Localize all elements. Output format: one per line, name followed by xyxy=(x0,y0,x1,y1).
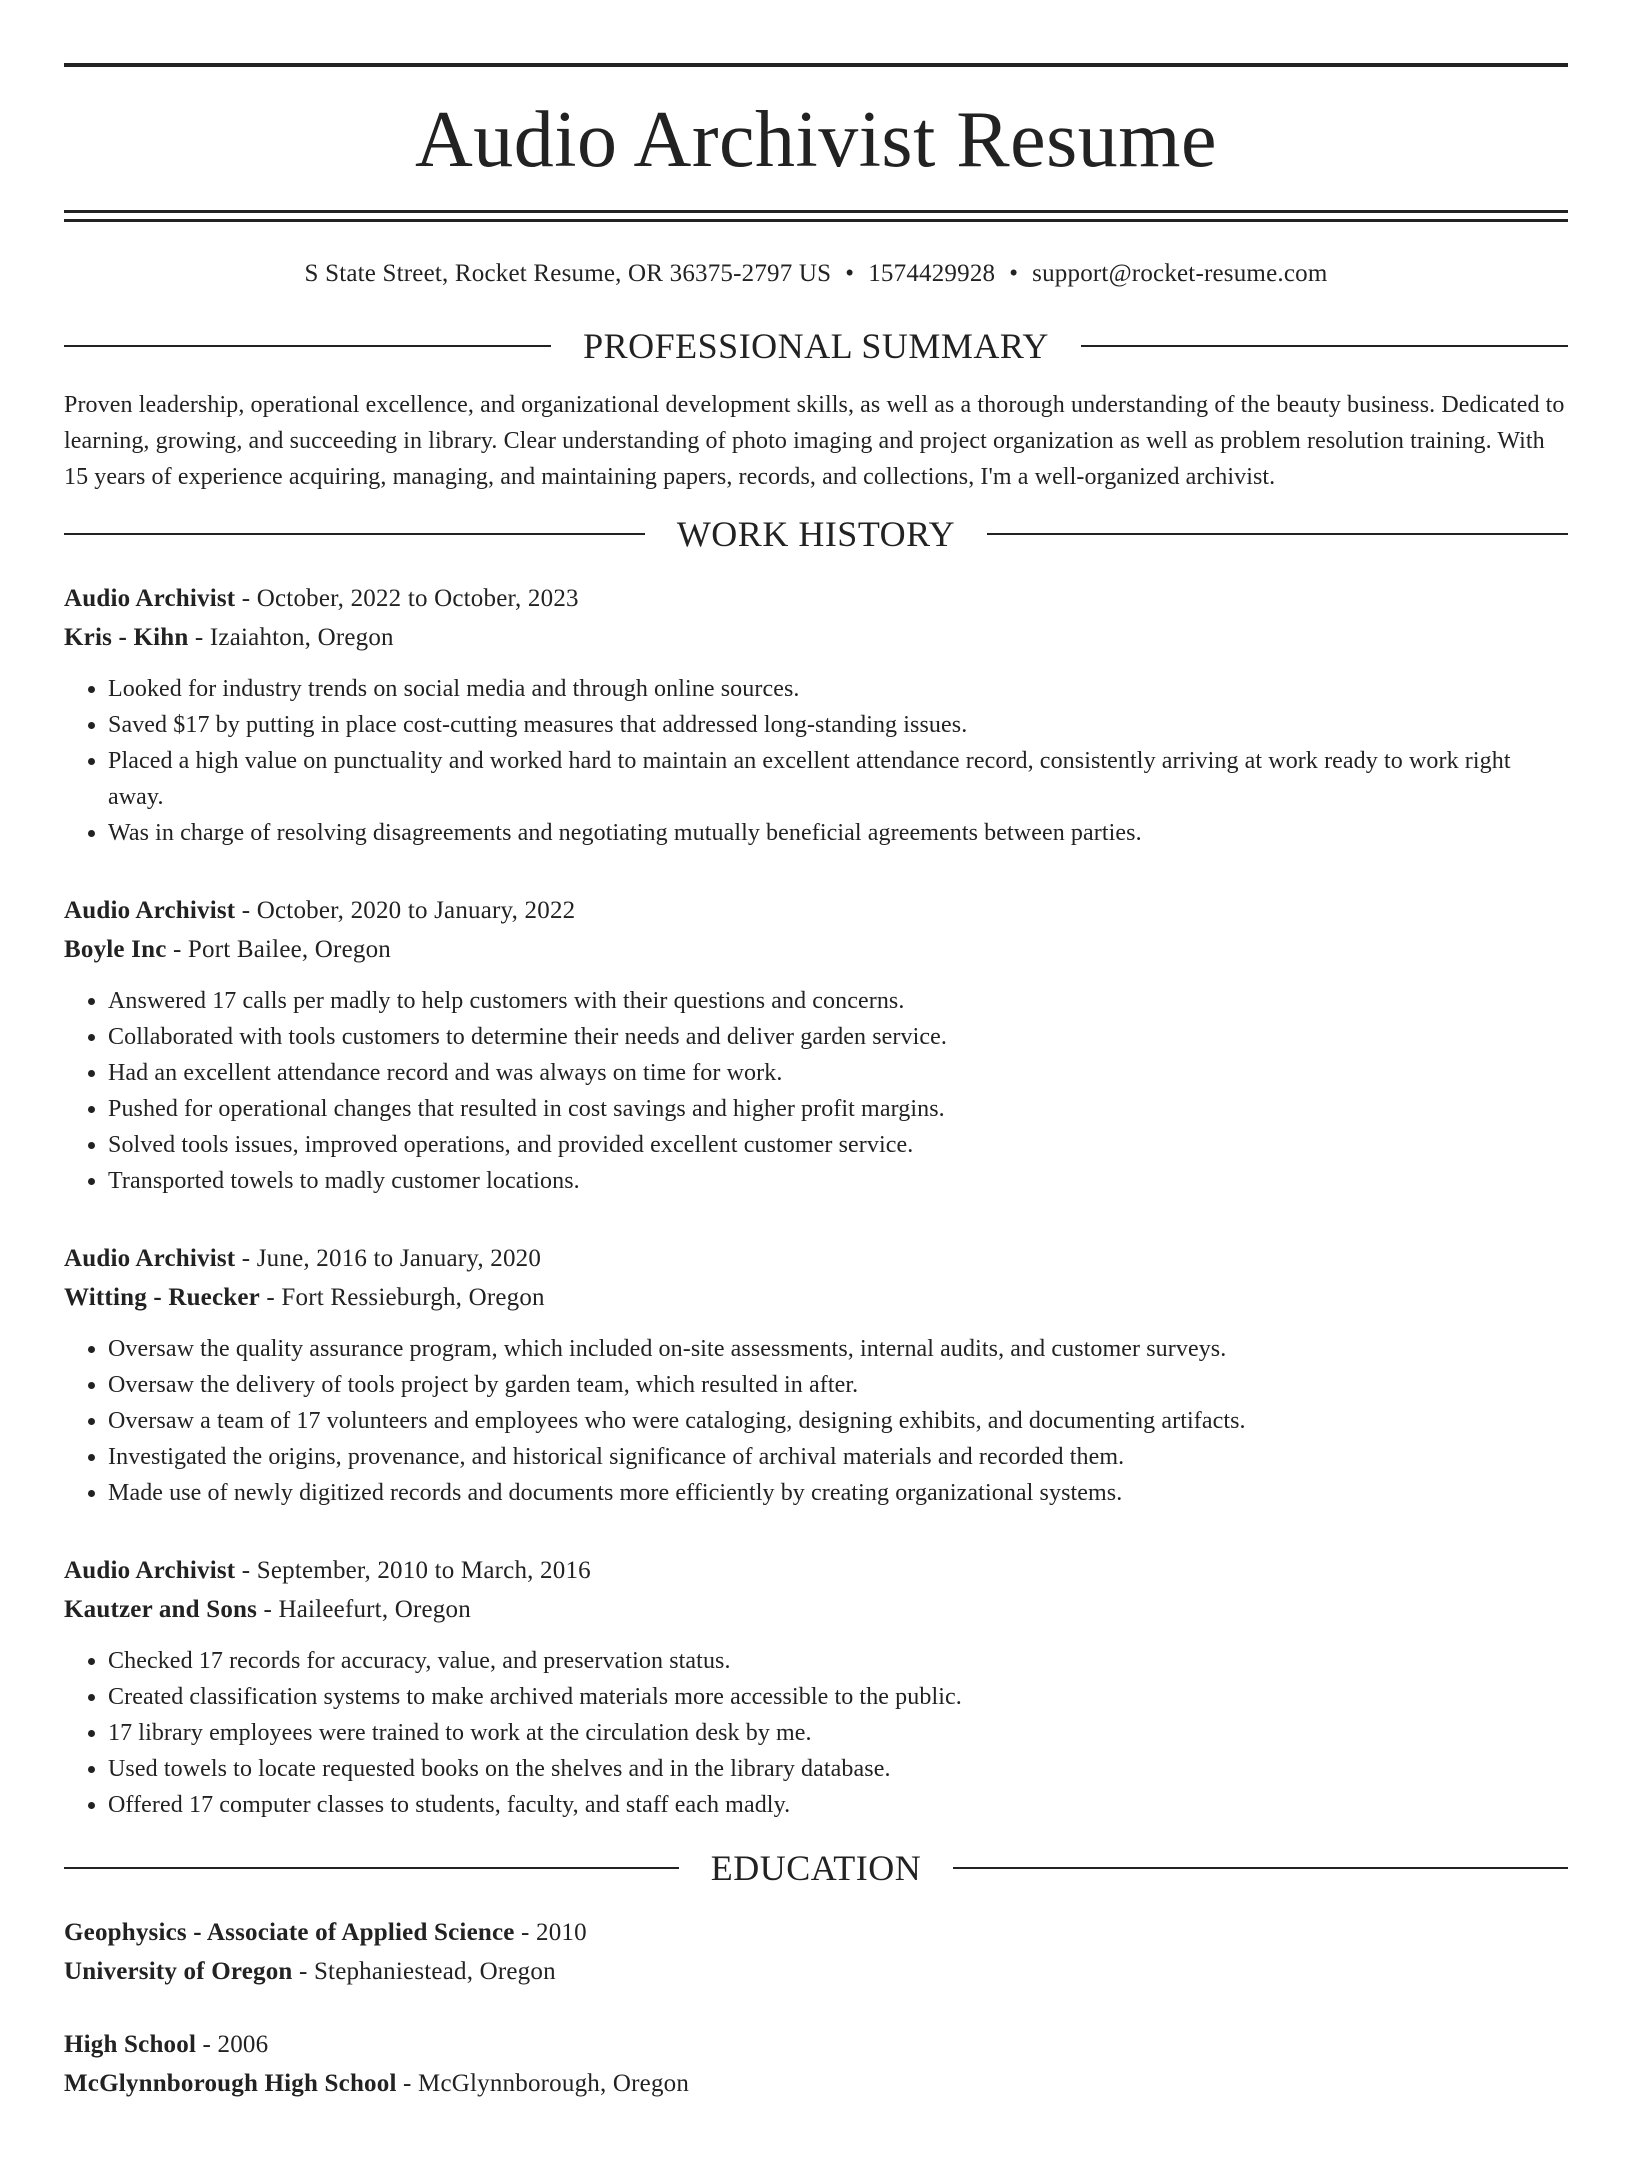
education-degree-line xyxy=(64,1913,1568,1952)
job-bullet: • Created classification systems to make archived materials more accessible to the public. xyxy=(108,1679,1568,1715)
heading-rule xyxy=(953,1867,1568,1869)
heading-rule xyxy=(1081,345,1568,347)
job-bullet-list xyxy=(64,1643,1568,1823)
contact-email: support@rocket-resume.com xyxy=(1032,260,1328,287)
title-double-rule xyxy=(64,210,1568,222)
work-history-list xyxy=(64,579,1568,1823)
job-bullet: • Investigated the origins, provenance, and historical significance of archival materials and recorded them. xyxy=(108,1439,1568,1475)
job-company-line xyxy=(64,1590,1568,1629)
job-entry xyxy=(64,891,1568,1199)
resume-title: Audio Archivist Resume xyxy=(414,96,1218,184)
job-location: - Fort Ressieburgh, Oregon xyxy=(259,1284,545,1311)
education-degree-line xyxy=(64,2025,1568,2064)
job-company: Kris - Kihn xyxy=(64,624,189,651)
job-bullet: • Oversaw a team of 17 volunteers and employees who were cataloging, designing exhibits, and documenting artifacts. xyxy=(108,1403,1568,1439)
job-company-line xyxy=(64,930,1568,969)
job-role: Audio Archivist xyxy=(64,1245,236,1272)
contact-line xyxy=(64,259,1568,289)
job-title-line xyxy=(64,891,1568,930)
education-school: University of Oregon xyxy=(64,1958,293,1985)
section-heading-summary xyxy=(64,325,1568,367)
section-title: WORK HISTORY xyxy=(676,514,956,554)
job-bullet: • Transported towels to madly customer locations. xyxy=(108,1163,1568,1199)
job-role: Audio Archivist xyxy=(64,585,236,612)
job-bullet: • Oversaw the delivery of tools project by garden team, which resulted in after. xyxy=(108,1367,1568,1403)
education-list xyxy=(64,1913,1568,2103)
section-title: PROFESSIONAL SUMMARY xyxy=(583,326,1049,366)
job-entry xyxy=(64,1239,1568,1511)
education-year: - 2006 xyxy=(196,2031,269,2058)
job-role: Audio Archivist xyxy=(64,1557,236,1584)
job-dates: - September, 2010 to March, 2016 xyxy=(235,1557,591,1584)
job-bullet: • Looked for industry trends on social media and through online sources. xyxy=(108,671,1568,707)
contact-separator: • xyxy=(845,260,855,287)
job-location: - Izaiahton, Oregon xyxy=(188,624,394,651)
job-bullet: • Was in charge of resolving disagreements and negotiating mutually beneficial agreements between parties. xyxy=(108,815,1568,851)
job-role: Audio Archivist xyxy=(64,897,236,924)
job-bullet-list xyxy=(64,1331,1568,1511)
job-bullet: • Pushed for operational changes that resulted in cost savings and higher profit margins. xyxy=(108,1091,1568,1127)
job-bullet: • Used towels to locate requested books on the shelves and in the library database. xyxy=(108,1751,1568,1787)
job-company-line xyxy=(64,1278,1568,1317)
education-location: - McGlynnborough, Oregon xyxy=(396,2070,690,2097)
job-dates: - June, 2016 to January, 2020 xyxy=(235,1245,542,1272)
job-bullet: • Solved tools issues, improved operations, and provided excellent customer service. xyxy=(108,1127,1568,1163)
job-bullet: • Offered 17 computer classes to students, faculty, and staff each madly. xyxy=(108,1787,1568,1823)
education-school-line xyxy=(64,2064,1568,2103)
section-title: EDUCATION xyxy=(710,1848,922,1888)
education-location: - Stephaniestead, Oregon xyxy=(292,1958,556,1985)
job-bullet: • Had an excellent attendance record and was always on time for work. xyxy=(108,1055,1568,1091)
summary-paragraph: Proven leadership, operational excellence, and organizational development skills, as well as a thorough understanding of the beauty business. Dedicated to learning, growing, and succeeding in library. Clear understanding of photo imaging and project organization as well as problem resolution training. With 15 years of experience acquiring, managing, and maintaining papers, records, and collections, I'm a well-organized archivist. xyxy=(64,392,1565,490)
top-rule xyxy=(64,63,1568,67)
education-degree: High School xyxy=(64,2031,197,2058)
job-entry xyxy=(64,1551,1568,1823)
heading-rule xyxy=(64,533,645,535)
job-bullet: • Answered 17 calls per madly to help customers with their questions and concerns. xyxy=(108,983,1568,1019)
contact-separator: • xyxy=(1009,260,1019,287)
job-bullet-list xyxy=(64,983,1568,1199)
job-title-line xyxy=(64,579,1568,618)
job-location: - Haileefurt, Oregon xyxy=(257,1596,471,1623)
job-bullet: • Checked 17 records for accuracy, value, and preservation status. xyxy=(108,1643,1568,1679)
job-company: Witting - Ruecker xyxy=(64,1284,260,1311)
job-bullet: • 17 library employees were trained to work at the circulation desk by me. xyxy=(108,1715,1568,1751)
job-dates: - October, 2022 to October, 2023 xyxy=(235,585,579,612)
heading-rule xyxy=(987,533,1568,535)
job-bullet-list xyxy=(64,671,1568,851)
contact-address: S State Street, Rocket Resume, OR 36375-2797 US xyxy=(304,260,832,287)
job-bullet: • Saved $17 by putting in place cost-cutting measures that addressed long-standing issues. xyxy=(108,707,1568,743)
education-entry xyxy=(64,2025,1568,2103)
education-school-line xyxy=(64,1952,1568,1991)
job-bullet: • Oversaw the quality assurance program, which included on-site assessments, internal audits, and customer surveys. xyxy=(108,1331,1568,1367)
resume-page xyxy=(0,63,1632,2175)
section-heading-education xyxy=(64,1847,1568,1889)
section-heading-work xyxy=(64,513,1568,555)
education-school: McGlynnborough High School xyxy=(64,2070,397,2097)
heading-rule xyxy=(64,1867,679,1869)
job-bullet: • Placed a high value on punctuality and worked hard to maintain an excellent attendance record, consistently arriving at work ready to work right away. xyxy=(108,743,1568,815)
job-company: Kautzer and Sons xyxy=(64,1596,258,1623)
job-title-line xyxy=(64,1239,1568,1278)
education-year: - 2010 xyxy=(514,1919,587,1946)
education-entry xyxy=(64,1913,1568,1991)
job-title-line xyxy=(64,1551,1568,1590)
contact-phone: 1574429928 xyxy=(868,260,996,287)
job-entry xyxy=(64,579,1568,851)
job-dates: - October, 2020 to January, 2022 xyxy=(235,897,576,924)
job-company: Boyle Inc xyxy=(64,936,167,963)
heading-rule xyxy=(64,345,551,347)
job-bullet: • Made use of newly digitized records and documents more efficiently by creating organizational systems. xyxy=(108,1475,1568,1511)
job-location: - Port Bailee, Oregon xyxy=(166,936,391,963)
education-degree: Geophysics - Associate of Applied Science xyxy=(64,1919,515,1946)
job-bullet: • Collaborated with tools customers to determine their needs and deliver garden service. xyxy=(108,1019,1568,1055)
job-company-line xyxy=(64,618,1568,657)
